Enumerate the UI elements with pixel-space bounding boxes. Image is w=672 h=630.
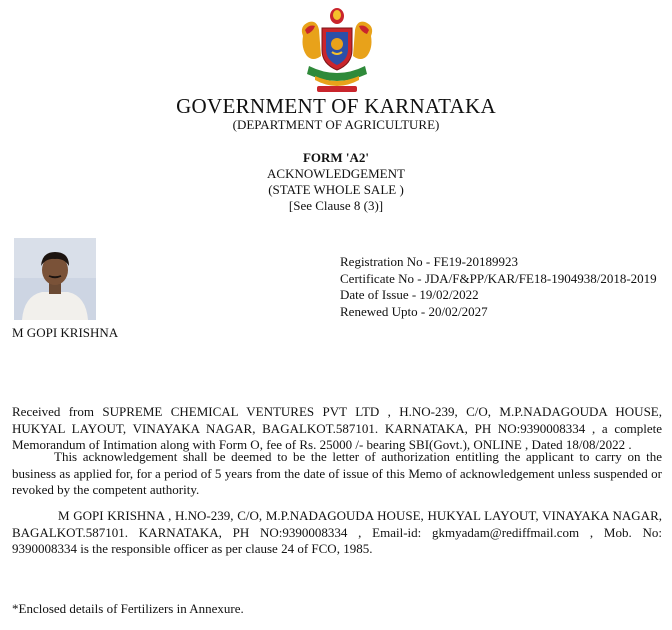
form-category: (STATE WHOLE SALE ) (268, 182, 404, 197)
form-clause: [See Clause 8 (3)] (288, 198, 384, 213)
renewed-upto: Renewed Upto - 20/02/2027 (340, 303, 488, 319)
government-title: GOVERNMENT OF KARNATAKA (176, 94, 496, 118)
received-paragraph: Received from SUPREME CHEMICAL VENTURES PVT LTD , H.NO-239, C/O, M.P.NADAGOUDA HOUSE, HUKYAL LAYOUT, VINAYAKA NAGAR, BAGALKOT.587101. KARNATAKA, PH NO:9390008334 , a complete Memorandum of Intimation along with Form O, fee of Rs. 25000 /- bearing SBI(Govt.), ONLINE , Dated 18/08/2022 . (12, 404, 662, 452)
karnataka-state-emblem-icon (295, 6, 379, 96)
annexure-footnote: *Enclosed details of Fertilizers in Annexure. (12, 601, 244, 616)
registration-details (340, 254, 657, 320)
date-of-issue: Date of Issue - 19/02/2022 (340, 287, 479, 302)
authorization-paragraph: This acknowledgement shall be deemed to be the letter of authorization entitling the applicant to carry on the business as applied for, for a period of 5 years from the date of issue of this Memo of acknowledgement unless suspended or revoked by the competent authority. (12, 449, 662, 497)
holder-photo-icon (14, 238, 96, 320)
certificate-number: Certificate No - JDA/F&PP/KAR/FE18-1904938/2018-2019 (340, 270, 657, 286)
registration-number: Registration No - FE19-20189923 (340, 254, 519, 269)
form-title: FORM 'A2' (302, 150, 370, 165)
form-heading (0, 150, 672, 214)
responsible-officer-paragraph: M GOPI KRISHNA , H.NO-239, C/O, M.P.NADAGOUDA HOUSE, HUKYAL LAYOUT, VINAYAKA NAGAR, BAGALKOT.587101. KARNATAKA, PH NO:9390008334 , Email-id: gkmyadam@rediffmail.com , Mob. No: 9390008334 is the responsible officer as per clause 24 of FCO, 1985. (12, 508, 662, 556)
holder-name: M GOPI KRISHNA (12, 325, 119, 340)
department-name: (DEPARTMENT OF AGRICULTURE) (232, 117, 440, 132)
form-subtitle: ACKNOWLEDGEMENT (267, 166, 405, 181)
